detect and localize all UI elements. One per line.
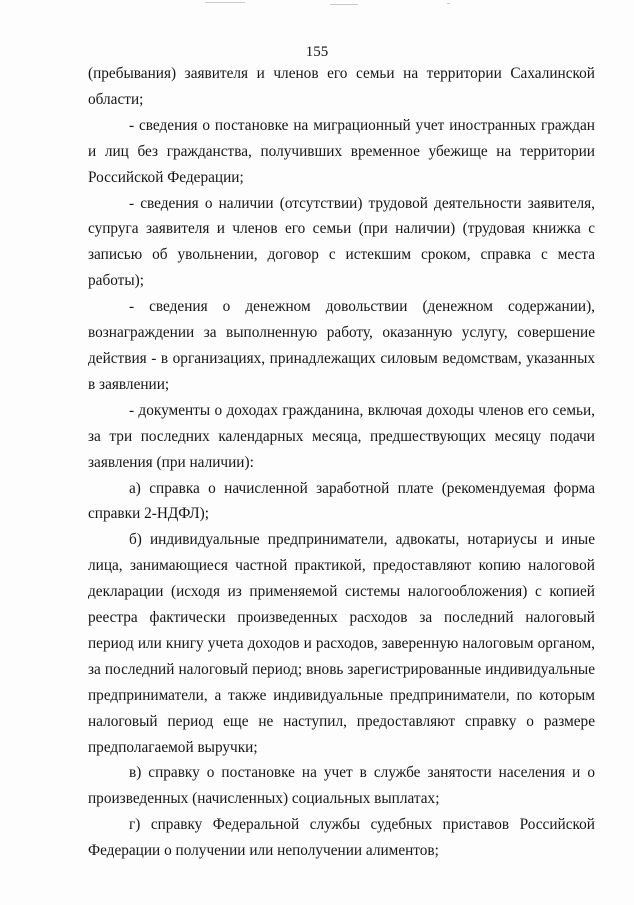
paragraph: г) справку Федеральной службы судебных приставов Российской Федерации о получении или неполучении алиментов;: [88, 816, 595, 860]
paragraph: б) индивидуальные предприниматели, адвокаты, нотариусы и иные лица, занимающиеся частной практикой, предоставляют копию налоговой декларации (исходя из применяемой системы налогообложения) с копией реестра фактически произведенных расходов за последний налоговый период или книгу учета доходов и расходов, заверенную налоговым органом, за последний налоговый период; вновь зарегистрированные индивидуальные предприниматели, а также индивидуальные предприниматели, по которым налоговый период еще не наступил, предоставляют справку о размере предполагаемой выручки;: [88, 531, 595, 756]
scan-artifact: [447, 3, 450, 4]
scan-artifact: [205, 2, 245, 3]
paragraph: - сведения о денежном довольствии (денежном содержании), вознаграждении за выполненную работу, оказанную услугу, совершение действия - в организациях, принадлежащих силовым ведомствам, указанных в заявлении;: [88, 298, 595, 393]
paragraph: в) справку о постановке на учет в службе занятости населения и о произведенных (начисленных) социальных выплатах;: [88, 764, 595, 808]
paragraph: а) справка о начисленной заработной плате (рекомендуемая форма справки 2-НДФЛ);: [88, 479, 595, 523]
paragraph: - сведения о постановке на миграционный учет иностранных граждан и лиц без гражданства, получивших временное убежище на территории Российской Федерации;: [88, 116, 595, 186]
paragraph: - документы о доходах гражданина, включая доходы членов его семьи, за три последних календарных месяца, предшествующих месяцу подачи заявления (при наличии):: [88, 401, 595, 471]
scan-artifact: [330, 4, 358, 5]
document-body: [88, 61, 595, 864]
page-number: 155: [305, 44, 329, 60]
paragraph: - сведения о наличии (отсутствии) трудовой деятельности заявителя, супруга заявителя и членов его семьи (при наличии) (трудовая книжка с записью об увольнении, договор с истекшим сроком, справка с места работы);: [88, 194, 595, 290]
paragraph: (пребывания) заявителя и членов его семьи на территории Сахалинской области;: [88, 65, 595, 108]
